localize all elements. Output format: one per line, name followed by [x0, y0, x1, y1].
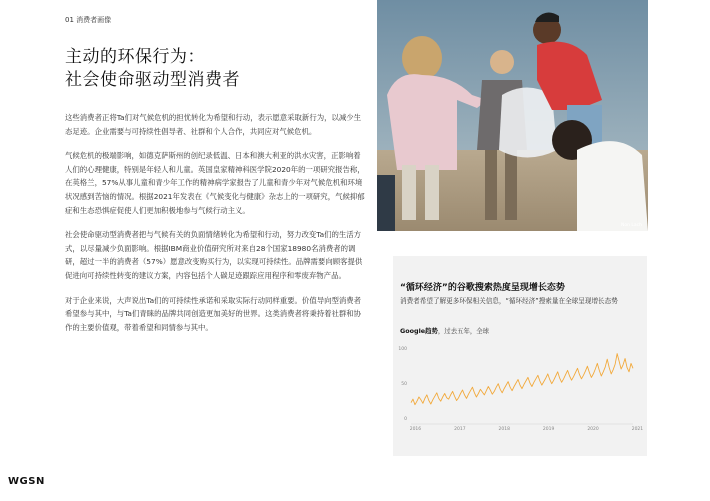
paragraph-4: 对于企业来说，大声说出Ta们的可持续性承诺和采取实际行动同样重要。价值导向型消费者希望参与其中，与Ta们青睐的品牌共同创造更加美好的世界。这类消费者将秉持着社群和协作的主要价值观，带着希望和同情参与其中。	[65, 295, 362, 332]
chart-card	[393, 256, 647, 456]
page-title	[65, 46, 365, 92]
y-tick-label: 0	[404, 417, 407, 422]
paragraph-1: 这些消费者正将Ta们对气候危机的担忧转化为希望和行动，表示愿意采取新行为，以减少生态足迹。企业需要与可持续性倡导者、社群和个人合作，共同应对气候危机。	[65, 113, 362, 136]
x-tick-label: 2019	[542, 427, 555, 432]
x-tick-label: 2016	[409, 427, 422, 432]
x-tick-label: 2018	[498, 427, 510, 432]
chart-source	[400, 326, 489, 335]
page-title-line-2: 社会使命驱动型消费者	[65, 70, 240, 90]
x-tick-label: 2017	[454, 427, 466, 432]
section-label: 01 消费者画像	[65, 16, 112, 24]
x-tick-label: 2020	[587, 427, 599, 432]
y-tick-label: 50	[401, 382, 407, 387]
paragraph-3: 社会使命驱动型消费者把与气候有关的负面情绪转化为希望和行动，努力改变Ta们的生活方式，以尽量减少负面影响。根据IBM商业价值研究所对来自28个国家18980名消费者的调研，超过一半的消费者（57%）愿意改变购买行为，以实现可持续性。品牌需要向顾客提供促进向可持续性转变的建议方案，内容包括个人碳足迹跟踪应用程序和零废弃物产品。	[65, 230, 363, 280]
chart-source-name: Google趋势	[400, 327, 438, 335]
chart-source-detail: ，过去五年，全球	[437, 327, 490, 335]
body-text	[65, 111, 366, 345]
x-tick-label: 2021	[631, 427, 644, 432]
beach-cleanup-photo	[377, 0, 648, 231]
paragraph-2: 气候危机的极端影响，如德克萨斯州的创纪录低温、日本和澳大利亚的洪水灾害，正影响着人们的心理健康，特别是年轻人和儿童。英国皇家精神科医学院2020年的一项研究报告称，在英格兰，57%从事儿童和青少年工作的精神病学家报告了儿童和青少年对气候危机和环境状况感到苦恼的情况。根据2021年发表在《气候变化与健康》杂志上的一项研究，气候抑郁症和生态恐惧症促使人们更加积极地参与气候行动主义。	[65, 151, 365, 215]
trend-chart	[393, 340, 647, 445]
wgsn-logo: WGSN	[8, 476, 45, 487]
y-tick-label: 100	[398, 347, 407, 352]
chart-plot-area	[393, 340, 647, 445]
page-title-line-1: 主动的环保行为：	[65, 47, 205, 67]
photo-credit: Non Lach	[621, 223, 642, 228]
chart-title: “循环经济”的谷歌搜索热度呈现增长态势	[400, 283, 565, 293]
chart-subtitle: 消费者希望了解更多环保相关信息，“循环经济”搜索量在全球呈现增长态势	[400, 297, 618, 305]
